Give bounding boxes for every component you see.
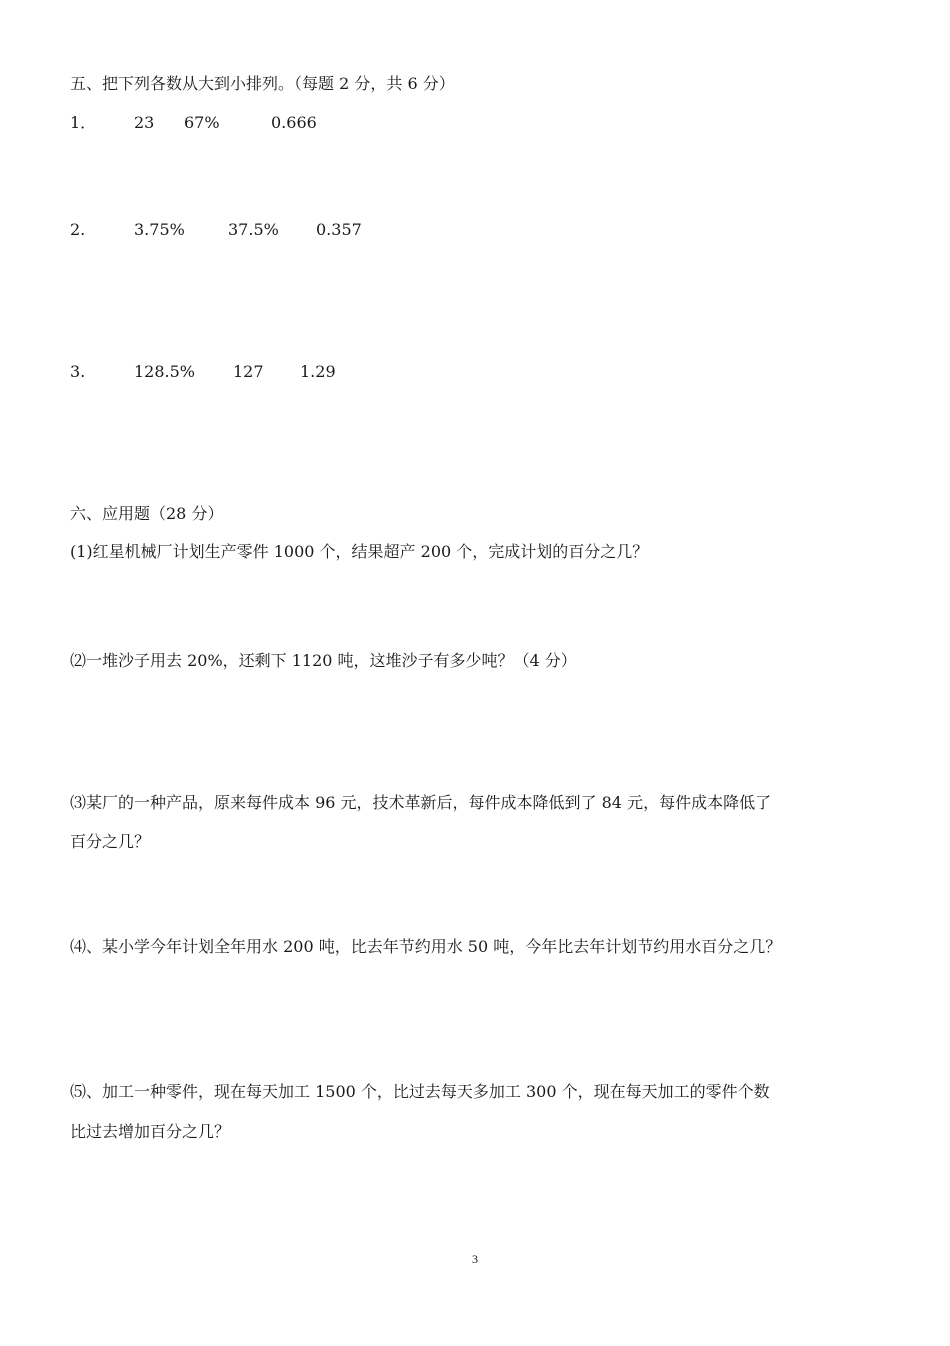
question-5-line-2: 比过去增加百分之几？ — [70, 1122, 231, 1141]
page-number: 3 — [472, 1252, 478, 1266]
value: 23 — [134, 113, 155, 132]
item-number: 3. — [70, 362, 86, 381]
question-2: ⑵一堆沙子用去 20%，还剩下 1120 吨，这堆沙子有多少吨？（4 分） — [70, 651, 577, 670]
question-3-line-2: 百分之几？ — [70, 832, 151, 851]
ordering-item-3 — [70, 364, 470, 384]
value: 128.5% — [134, 362, 196, 381]
ordering-item-2 — [70, 222, 470, 242]
question-1: (1)红星机械厂计划生产零件 1000 个，结果超产 200 个，完成计划的百分之几？ — [70, 542, 649, 561]
section-5-heading: 五、把下列各数从大到小排列。（每题 2 分，共 6 分） — [70, 74, 455, 93]
value: 3.75% — [134, 220, 185, 239]
item-number: 2. — [70, 220, 86, 239]
value: 0.357 — [316, 220, 362, 239]
value: 37.5% — [228, 220, 279, 239]
item-number: 1． — [70, 113, 97, 132]
question-5-line-1: ⑸、加工一种零件，现在每天加工 1500 个，比过去每天多加工 300 个，现在每天加工的零件个数 — [70, 1082, 770, 1101]
section-6-heading: 六、应用题（28 分） — [70, 504, 224, 523]
value: 67% — [184, 113, 220, 132]
value: 1.29 — [300, 362, 336, 381]
value: 127 — [233, 362, 264, 381]
ordering-item-1 — [70, 115, 470, 135]
value: 0.666 — [271, 113, 317, 132]
question-4: ⑷、某小学今年计划全年用水 200 吨，比去年节约用水 50 吨，今年比去年计划节约用水百分之几？ — [70, 937, 782, 956]
question-3-line-1: ⑶某厂的一种产品，原来每件成本 96 元，技术革新后，每件成本降低到了 84 元，每件成本降低了 — [70, 793, 772, 812]
